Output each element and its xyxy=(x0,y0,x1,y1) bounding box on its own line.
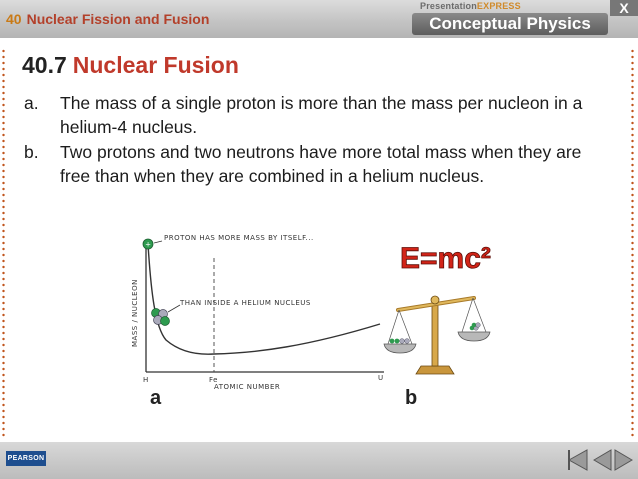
footer-bar xyxy=(0,442,638,479)
list-item-text: The mass of a single proton is more than the mass per nucleon in a helium-4 nucleus. xyxy=(60,93,583,137)
y-axis-label: MASS / NUCLEON xyxy=(131,279,139,347)
brand-logo xyxy=(408,0,608,38)
brand-presentation: Presentation xyxy=(420,1,477,11)
brand-main-text: Conceptual Physics xyxy=(412,13,608,35)
chapter-heading xyxy=(6,11,209,27)
panel-label-a: a xyxy=(150,387,162,409)
annotation-helium: THAN INSIDE A HELIUM NUCLEUS xyxy=(180,299,311,307)
previous-slide-button[interactable] xyxy=(590,447,614,473)
chapter-title: Nuclear Fission and Fusion xyxy=(26,11,210,27)
brand-express: EXPRESS xyxy=(476,1,521,11)
header-bar xyxy=(0,0,638,38)
section-title: Nuclear Fusion xyxy=(72,52,239,78)
arrow-top xyxy=(154,241,162,243)
helium-nucleus-icon xyxy=(152,309,170,326)
x-axis-label: ATOMIC NUMBER xyxy=(214,383,281,391)
right-dotted-border xyxy=(631,48,634,438)
brand-top-text xyxy=(420,1,521,11)
section-number: 40.7 xyxy=(22,52,67,78)
annotation-proton: PROTON HAS MORE MASS BY ITSELF... xyxy=(164,234,314,242)
arrow-mid xyxy=(168,305,180,312)
graph-axes xyxy=(146,244,384,372)
close-button[interactable]: X xyxy=(610,0,638,16)
list-marker: a. xyxy=(24,93,39,113)
list-item-text: Two protons and two neutrons have more total mass when they are free than when they are combined in a helium nucleus. xyxy=(60,142,582,186)
slide-title xyxy=(22,52,239,79)
chapter-number: 40 xyxy=(6,11,22,27)
x-tick-fe: Fe xyxy=(209,376,218,384)
next-slide-button[interactable] xyxy=(612,447,636,473)
left-dotted-border xyxy=(2,48,5,438)
panel-label-b: b xyxy=(405,387,418,409)
content-list xyxy=(24,91,604,189)
first-slide-button[interactable] xyxy=(566,447,590,473)
list-item xyxy=(24,91,604,139)
pearson-logo: PEARSON xyxy=(6,451,46,466)
list-marker: b. xyxy=(24,142,39,162)
balance-scale-icon xyxy=(384,296,490,374)
x-tick-u: U xyxy=(378,374,384,382)
equation-text: E=mc² xyxy=(400,242,491,275)
svg-text:+: + xyxy=(145,240,151,249)
x-tick-h: H xyxy=(143,376,149,384)
list-item xyxy=(24,140,604,188)
fusion-figure xyxy=(118,222,518,412)
proton-icon xyxy=(143,239,153,249)
